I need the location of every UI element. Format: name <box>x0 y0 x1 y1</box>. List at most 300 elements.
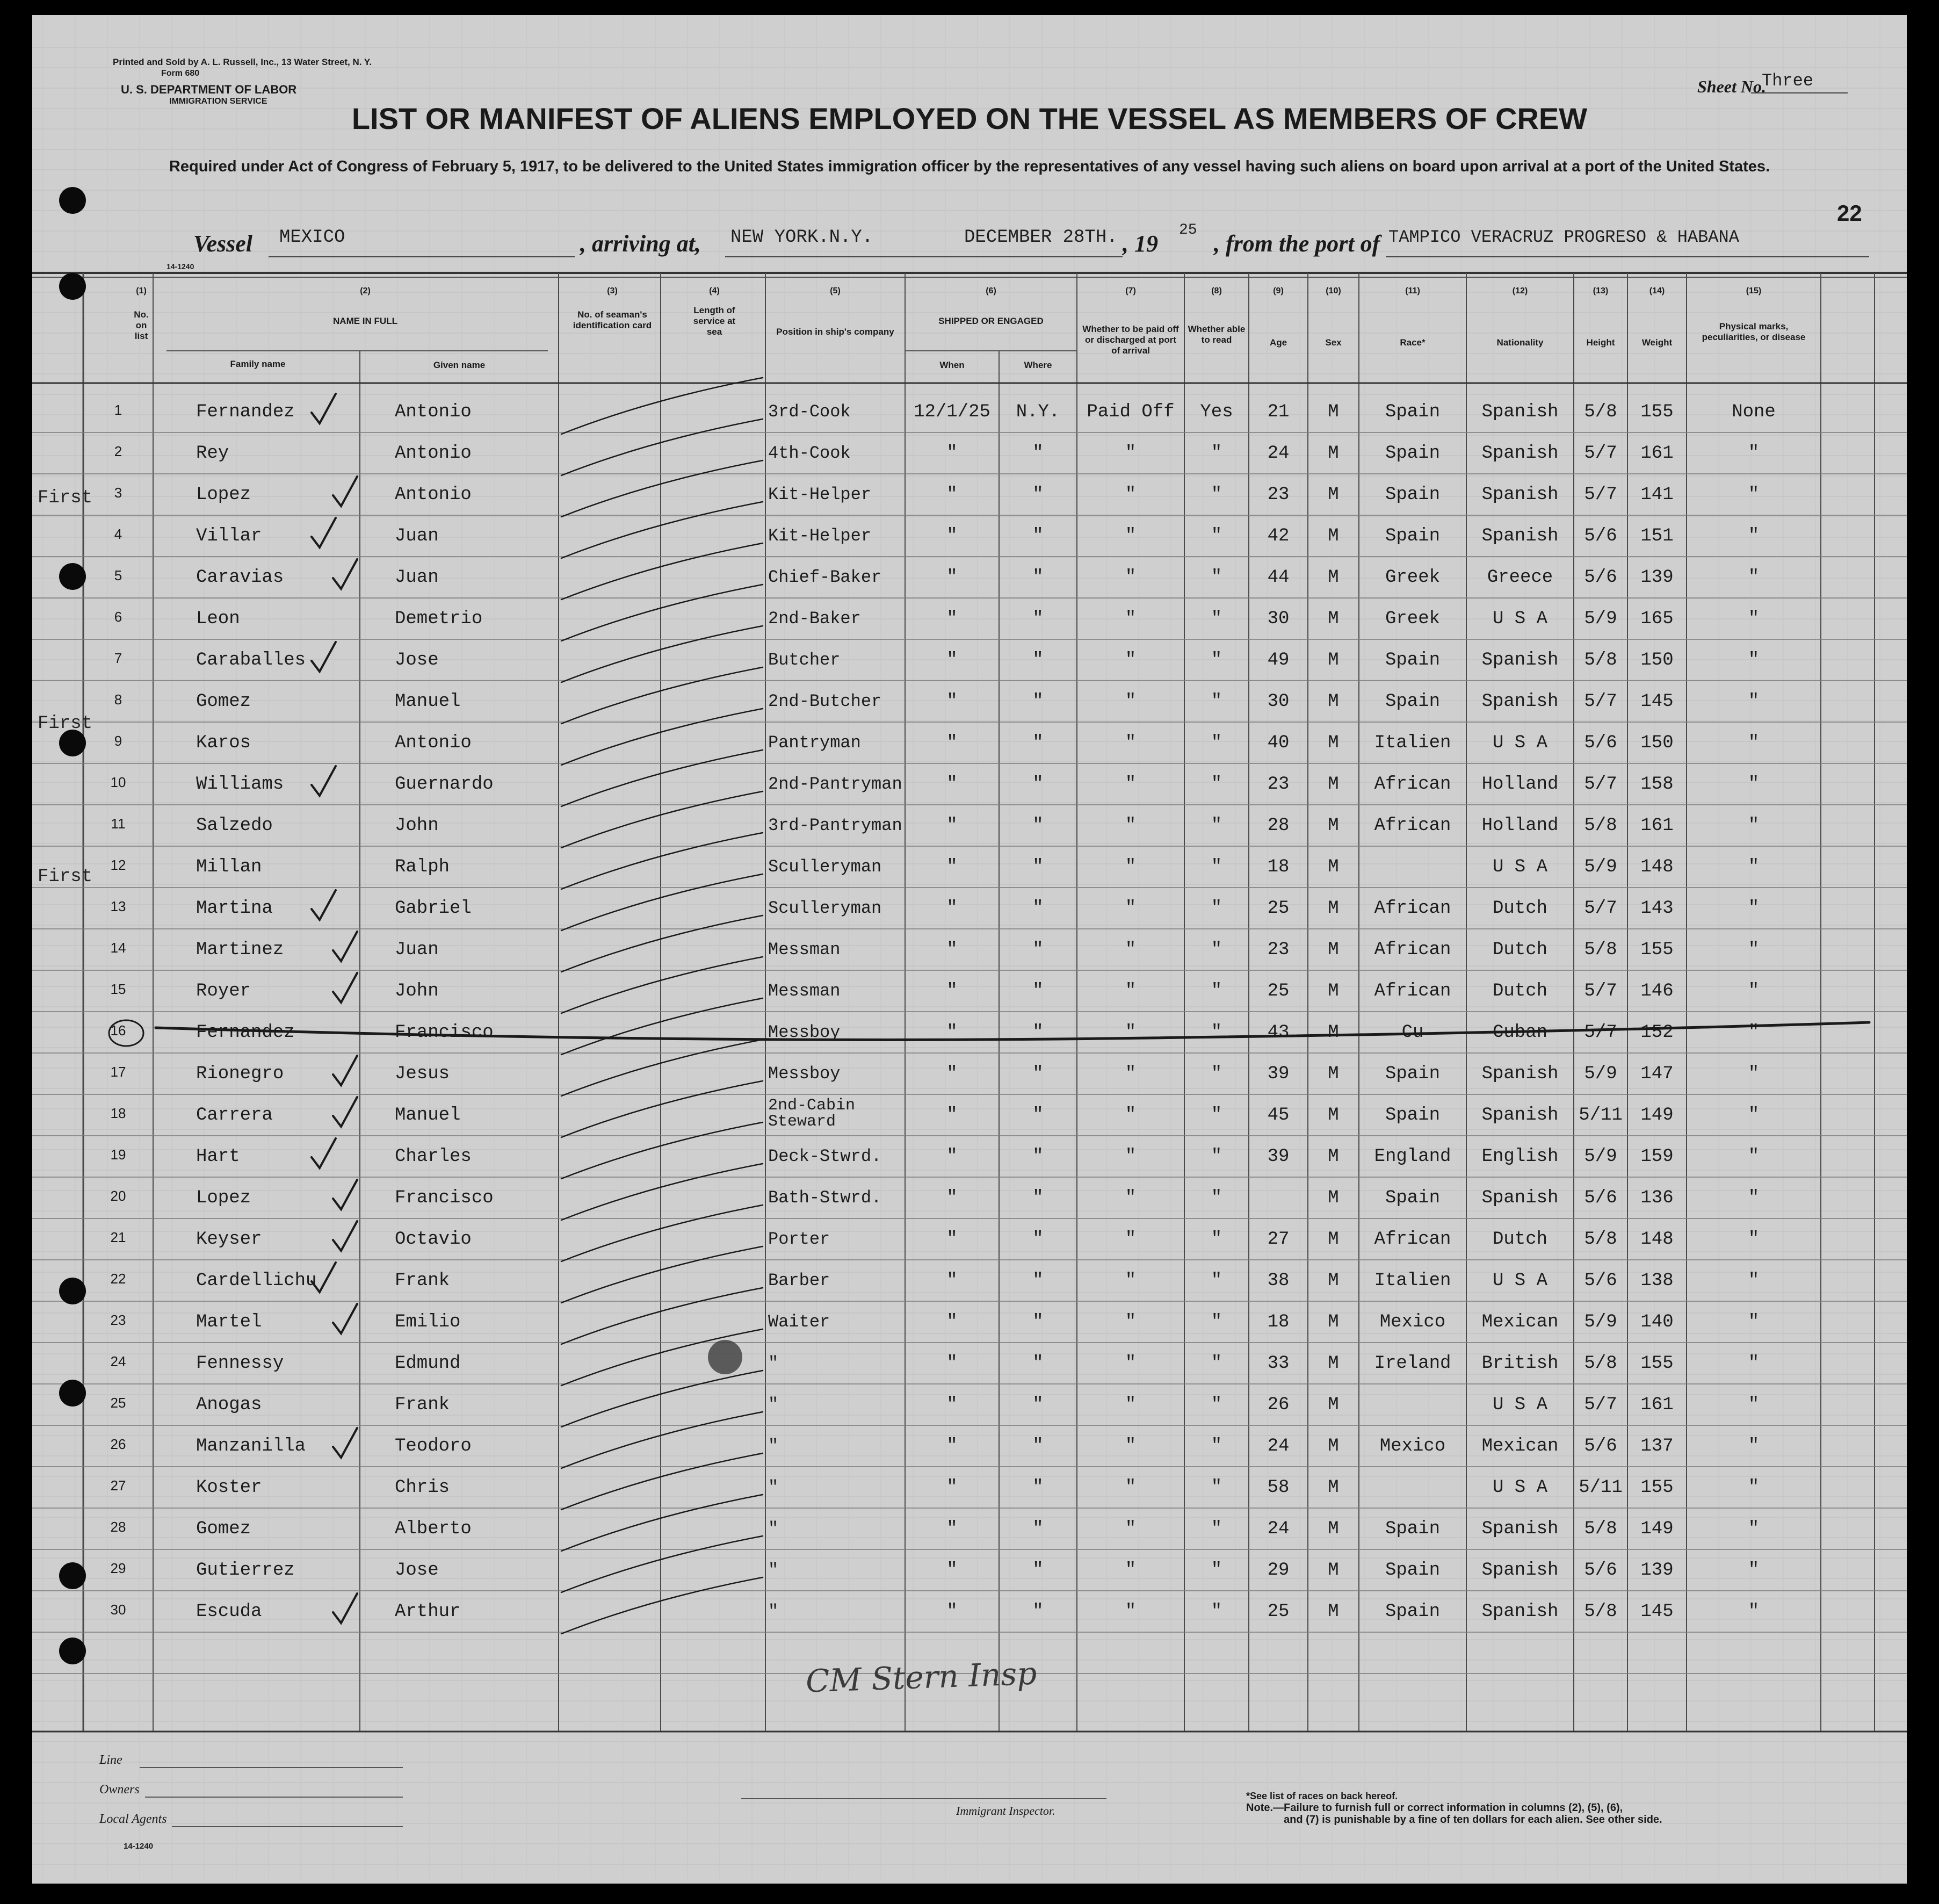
weight: 159 <box>1640 1146 1674 1167</box>
row-number: 26 <box>110 1436 126 1452</box>
able-to-read: " <box>1211 1436 1222 1456</box>
family-name: Hart <box>196 1146 240 1167</box>
weight: 161 <box>1640 443 1674 464</box>
age: 28 <box>1267 816 1290 836</box>
sex: M <box>1328 1560 1339 1581</box>
shipped-where: " <box>1032 485 1044 505</box>
sex: M <box>1328 1271 1339 1291</box>
arriving-label: , arriving at, <box>580 230 701 257</box>
height: 5/8 <box>1584 1602 1617 1622</box>
physical-marks: " <box>1748 609 1760 629</box>
height: 5/11 <box>1579 1105 1623 1126</box>
race: African <box>1374 981 1451 1001</box>
shipped-when: " <box>946 981 958 1001</box>
physical-marks: " <box>1748 485 1760 505</box>
position: 2nd-Baker <box>768 609 861 629</box>
row-number: 30 <box>110 1602 126 1618</box>
age: 25 <box>1267 1602 1290 1622</box>
nationality: U S A <box>1492 609 1548 629</box>
sex: M <box>1328 1022 1339 1043</box>
family-name: Martel <box>196 1312 262 1332</box>
col6-num: (6) <box>986 286 996 295</box>
given-name: Arthur <box>395 1602 461 1622</box>
paid-off: " <box>1125 567 1137 588</box>
race: Spain <box>1385 443 1441 464</box>
paid-off: " <box>1125 1105 1137 1126</box>
punch-hole <box>59 273 86 300</box>
race: Spain <box>1385 650 1441 670</box>
age: 43 <box>1267 1022 1290 1043</box>
position: Chief-Baker <box>768 567 882 587</box>
nationality: Spanish <box>1481 1602 1559 1622</box>
year-suffix: 25 <box>1179 222 1197 239</box>
given-name: Gabriel <box>395 898 472 919</box>
nationality: Dutch <box>1492 1229 1548 1250</box>
from-label: , from the port of <box>1214 230 1380 257</box>
page-subtitle: Required under Act of Congress of February 5, 1917, to be delivered to the United States immigration officer by the representatives of any vessel having such aliens on board upon arrival at a port of the United States. <box>169 158 1770 175</box>
shipped-where: " <box>1032 1395 1044 1415</box>
paid-off: " <box>1125 1436 1137 1456</box>
age: 21 <box>1267 402 1290 422</box>
shipped-when: " <box>946 443 958 464</box>
physical-marks: " <box>1748 1353 1760 1374</box>
height: 5/7 <box>1584 1395 1617 1415</box>
col11-header: Race* <box>1400 337 1426 348</box>
physical-marks: " <box>1748 1146 1760 1167</box>
weight: 139 <box>1640 567 1674 588</box>
shipped-when: " <box>946 1229 958 1250</box>
age: 44 <box>1267 567 1290 588</box>
col14-header: Weight <box>1641 337 1673 348</box>
family-name: Rionegro <box>196 1064 284 1084</box>
physical-marks: " <box>1748 526 1760 546</box>
footer-note: Note.—Failure to furnish full or correct information in columns (2), (5), (6), <box>1246 1802 1623 1814</box>
nationality: Spanish <box>1481 402 1559 422</box>
physical-marks: " <box>1748 940 1760 960</box>
physical-marks: " <box>1748 898 1760 919</box>
height: 5/6 <box>1584 733 1617 753</box>
able-to-read: " <box>1211 1064 1222 1084</box>
position: Messman <box>768 981 841 1001</box>
col12-header: Nationality <box>1496 337 1544 348</box>
age: 23 <box>1267 485 1290 505</box>
physical-marks: " <box>1748 1105 1760 1126</box>
race: Spain <box>1385 1188 1441 1208</box>
shipped-when: " <box>946 1436 958 1456</box>
weight: 138 <box>1640 1271 1674 1291</box>
nationality: Dutch <box>1492 898 1548 919</box>
position: Kit-Helper <box>768 485 872 504</box>
age: 39 <box>1267 1064 1290 1084</box>
sex: M <box>1328 1312 1339 1332</box>
weight: 151 <box>1640 526 1674 546</box>
age: 25 <box>1267 898 1290 919</box>
nationality: Mexican <box>1481 1312 1559 1332</box>
col1-num: (1) <box>136 286 147 295</box>
position: Messboy <box>768 1022 841 1042</box>
race: African <box>1374 816 1451 836</box>
weight: 148 <box>1640 1229 1674 1250</box>
shipped-when: " <box>946 1395 958 1415</box>
position: Messboy <box>768 1064 841 1084</box>
paid-off: " <box>1125 1022 1137 1043</box>
given-name: Demetrio <box>395 609 483 629</box>
punch-hole <box>59 1380 86 1407</box>
family-name: Caraballes <box>196 650 306 670</box>
shipped-where: " <box>1032 526 1044 546</box>
shipped-where: " <box>1032 650 1044 670</box>
form-code: 14-1240 <box>167 262 194 271</box>
paid-off: " <box>1125 1229 1137 1250</box>
row-number: 20 <box>110 1188 126 1204</box>
row-number: 12 <box>110 857 126 873</box>
position: Waiter <box>768 1312 830 1332</box>
position: Pantryman <box>768 733 861 753</box>
given-name: Juan <box>395 567 439 588</box>
height: 5/8 <box>1584 940 1617 960</box>
race: Greek <box>1385 567 1441 588</box>
paid-off: " <box>1125 485 1137 505</box>
col9-num: (9) <box>1273 286 1284 295</box>
sex: M <box>1328 1602 1339 1622</box>
given-name: John <box>395 981 439 1001</box>
nationality: Spanish <box>1481 1188 1559 1208</box>
nationality: Spanish <box>1481 1105 1559 1126</box>
row-number: 25 <box>110 1395 126 1411</box>
weight: 155 <box>1640 940 1674 960</box>
col1-header: No. on list <box>134 309 149 341</box>
shipped-where: " <box>1032 1436 1044 1456</box>
weight: 155 <box>1640 402 1674 422</box>
race: Cu <box>1401 1022 1424 1043</box>
row-number: 18 <box>110 1105 126 1121</box>
position: Barber <box>768 1271 830 1290</box>
position: " <box>768 1560 779 1580</box>
position: " <box>768 1477 779 1497</box>
shipped-where: " <box>1032 1022 1044 1043</box>
row-number: 21 <box>110 1229 126 1245</box>
physical-marks: " <box>1748 1436 1760 1456</box>
col11-num: (11) <box>1405 286 1420 295</box>
row-number: 19 <box>110 1146 126 1163</box>
nationality: Greece <box>1487 567 1553 588</box>
able-to-read: " <box>1211 733 1222 753</box>
nationality: British <box>1481 1353 1559 1374</box>
paid-off: " <box>1125 443 1137 464</box>
physical-marks: " <box>1748 1229 1760 1250</box>
shipped-where: " <box>1032 691 1044 712</box>
sex: M <box>1328 733 1339 753</box>
shipped-when: " <box>946 857 958 877</box>
page-number: 22 <box>1837 200 1862 226</box>
nationality: English <box>1481 1146 1559 1167</box>
physical-marks: " <box>1748 816 1760 836</box>
able-to-read: " <box>1211 1602 1222 1622</box>
sex: M <box>1328 1519 1339 1539</box>
family-name: Carrera <box>196 1105 273 1126</box>
family-name: Millan <box>196 857 262 877</box>
given-name: Guernardo <box>395 774 494 795</box>
given-name: Teodoro <box>395 1436 472 1456</box>
given-name: John <box>395 816 439 836</box>
row-number: 6 <box>114 609 122 625</box>
given-name: Octavio <box>395 1229 472 1250</box>
paid-off: " <box>1125 733 1137 753</box>
position: 4th-Cook <box>768 443 851 463</box>
shipped-where: " <box>1032 733 1044 753</box>
height: 5/7 <box>1584 898 1617 919</box>
family-name: Fernandez <box>196 402 295 422</box>
physical-marks: " <box>1748 1602 1760 1622</box>
nationality: Holland <box>1481 774 1559 795</box>
family-name: Royer <box>196 981 251 1001</box>
sheet-number: Three <box>1762 71 1814 91</box>
age: 38 <box>1267 1271 1290 1291</box>
weight: 140 <box>1640 1312 1674 1332</box>
given-name: Chris <box>395 1477 450 1498</box>
paid-off: " <box>1125 857 1137 877</box>
arrival-date: DECEMBER 28TH. <box>964 227 1118 248</box>
nationality: U S A <box>1492 733 1548 753</box>
paid-off: " <box>1125 981 1137 1001</box>
given-name: Manuel <box>395 691 461 712</box>
weight: 147 <box>1640 1064 1674 1084</box>
sex: M <box>1328 1395 1339 1415</box>
family-name: Fernandez <box>196 1022 295 1043</box>
physical-marks: " <box>1748 1477 1760 1498</box>
shipped-when: " <box>946 1477 958 1498</box>
sheet-label: Sheet No. <box>1697 77 1766 96</box>
paid-off: " <box>1125 691 1137 712</box>
nationality: Spanish <box>1481 1560 1559 1581</box>
nationality: Mexican <box>1481 1436 1559 1456</box>
able-to-read: " <box>1211 1477 1222 1498</box>
punch-hole <box>59 1562 86 1589</box>
sex: M <box>1328 1105 1339 1126</box>
paid-off: " <box>1125 898 1137 919</box>
nationality: Dutch <box>1492 981 1548 1001</box>
sex: M <box>1328 485 1339 505</box>
height: 5/7 <box>1584 981 1617 1001</box>
col6-where-header: Where <box>1024 360 1052 370</box>
able-to-read: " <box>1211 1353 1222 1374</box>
punch-hole <box>59 563 86 590</box>
col5-header: Position in ship's company <box>776 327 894 337</box>
inspector-label: Immigrant Inspector. <box>956 1804 1055 1818</box>
page-title: LIST OR MANIFEST OF ALIENS EMPLOYED ON THE VESSEL AS MEMBERS OF CREW <box>351 102 1588 135</box>
sex: M <box>1328 1064 1339 1084</box>
sex: M <box>1328 857 1339 877</box>
col2-header: NAME IN FULL <box>333 316 397 326</box>
height: 5/9 <box>1584 1064 1617 1084</box>
physical-marks: " <box>1748 1271 1760 1291</box>
family-name: Villar <box>196 526 262 546</box>
race: Italien <box>1374 1271 1451 1291</box>
margin-note-first: First <box>38 713 93 734</box>
age: 40 <box>1267 733 1290 753</box>
race: Mexico <box>1379 1312 1446 1332</box>
age: 18 <box>1267 857 1290 877</box>
col7-num: (7) <box>1125 286 1136 295</box>
able-to-read: " <box>1211 567 1222 588</box>
position: 2nd-Butcher <box>768 691 882 711</box>
position: 3rd-Cook <box>768 402 851 422</box>
paid-off: " <box>1125 1519 1137 1539</box>
shipped-when: " <box>946 940 958 960</box>
punch-hole <box>59 1638 86 1664</box>
race: Spain <box>1385 402 1441 422</box>
shipped-when: " <box>946 609 958 629</box>
age: 24 <box>1267 1519 1290 1539</box>
family-name: Leon <box>196 609 240 629</box>
age: 18 <box>1267 1312 1290 1332</box>
weight: 146 <box>1640 981 1674 1001</box>
race: African <box>1374 898 1451 919</box>
family-name: Karos <box>196 733 251 753</box>
nationality: Spanish <box>1481 1519 1559 1539</box>
race: African <box>1374 774 1451 795</box>
given-name: Jose <box>395 650 439 670</box>
col9-header: Age <box>1269 337 1287 348</box>
shipped-when: " <box>946 691 958 712</box>
age: 25 <box>1267 981 1290 1001</box>
given-name: Emilio <box>395 1312 461 1332</box>
shipped-when: " <box>946 1105 958 1126</box>
age: 45 <box>1267 1105 1290 1126</box>
age: 24 <box>1267 443 1290 464</box>
race: Italien <box>1374 733 1451 753</box>
row-number: 8 <box>114 691 122 708</box>
sex: M <box>1328 567 1339 588</box>
paid-off: " <box>1125 940 1137 960</box>
shipped-where: " <box>1032 1353 1044 1374</box>
race: African <box>1374 1229 1451 1250</box>
nationality: Spanish <box>1481 485 1559 505</box>
height: 5/6 <box>1584 1436 1617 1456</box>
vessel-label: Vessel <box>193 230 252 257</box>
sex: M <box>1328 816 1339 836</box>
able-to-read: " <box>1211 526 1222 546</box>
sex: M <box>1328 443 1339 464</box>
weight: 139 <box>1640 1560 1674 1581</box>
position: " <box>768 1395 779 1415</box>
col14-num: (14) <box>1649 286 1665 295</box>
shipped-where: " <box>1032 981 1044 1001</box>
able-to-read: " <box>1211 1271 1222 1291</box>
shipped-when: " <box>946 816 958 836</box>
nationality: Dutch <box>1492 940 1548 960</box>
from-port: TAMPICO VERACRUZ PROGRESO & HABANA <box>1388 227 1739 247</box>
col4-num: (4) <box>709 286 720 295</box>
shipped-when: " <box>946 898 958 919</box>
age: 23 <box>1267 774 1290 795</box>
shipped-when: " <box>946 1064 958 1084</box>
shipped-where: " <box>1032 443 1044 464</box>
footer-agents-label: Local Agents <box>99 1812 167 1826</box>
able-to-read: " <box>1211 816 1222 836</box>
race: Spain <box>1385 1064 1441 1084</box>
physical-marks: " <box>1748 774 1760 795</box>
height: 5/7 <box>1584 485 1617 505</box>
height: 5/9 <box>1584 857 1617 877</box>
sex: M <box>1328 981 1339 1001</box>
nationality: Spanish <box>1481 650 1559 670</box>
shipped-where: " <box>1032 1519 1044 1539</box>
paid-off: " <box>1125 650 1137 670</box>
able-to-read: " <box>1211 898 1222 919</box>
punch-hole <box>59 187 86 214</box>
footer-race-note: *See list of races on back hereof. <box>1246 1791 1398 1801</box>
physical-marks: " <box>1748 1519 1760 1539</box>
weight: 136 <box>1640 1188 1674 1208</box>
position: Deck-Stwrd. <box>768 1146 882 1166</box>
shipped-where: " <box>1032 857 1044 877</box>
sex: M <box>1328 1436 1339 1456</box>
sex: M <box>1328 526 1339 546</box>
col12-num: (12) <box>1512 286 1528 295</box>
inspector-signature: CM Stern Insp <box>805 1655 1038 1700</box>
able-to-read: Yes <box>1200 402 1233 422</box>
height: 5/8 <box>1584 816 1617 836</box>
nationality: U S A <box>1492 1395 1548 1415</box>
col2-given-header: Given name <box>433 360 486 370</box>
height: 5/6 <box>1584 1271 1617 1291</box>
height: 5/8 <box>1584 1353 1617 1374</box>
physical-marks: " <box>1748 691 1760 712</box>
height: 5/6 <box>1584 1188 1617 1208</box>
nationality: Spanish <box>1481 691 1559 712</box>
race: Spain <box>1385 691 1441 712</box>
weight: 149 <box>1640 1519 1674 1539</box>
height: 5/7 <box>1584 774 1617 795</box>
nationality: Spanish <box>1481 443 1559 464</box>
nationality: U S A <box>1492 1271 1548 1291</box>
paid-off: " <box>1125 526 1137 546</box>
given-name: Manuel <box>395 1105 461 1126</box>
shipped-when: " <box>946 567 958 588</box>
physical-marks: " <box>1748 733 1760 753</box>
shipped-where: " <box>1032 1271 1044 1291</box>
position: Messman <box>768 940 841 960</box>
row-number: 10 <box>110 774 126 790</box>
given-name: Juan <box>395 940 439 960</box>
given-name: Frank <box>395 1271 450 1291</box>
family-name: Escuda <box>196 1602 262 1622</box>
given-name: Frank <box>395 1395 450 1415</box>
race: Spain <box>1385 1602 1441 1622</box>
margin-note-first: First <box>38 867 93 887</box>
shipped-where: " <box>1032 898 1044 919</box>
nationality: Spanish <box>1481 1064 1559 1084</box>
col10-header: Sex <box>1325 337 1342 348</box>
row-number: 1 <box>114 402 122 418</box>
weight: 141 <box>1640 485 1674 505</box>
row-number: 11 <box>111 816 126 832</box>
col6-header: SHIPPED OR ENGAGED <box>938 316 1044 326</box>
col2-num: (2) <box>360 286 371 295</box>
row-number: 15 <box>110 981 126 997</box>
shipped-when: " <box>946 1188 958 1208</box>
margin-note-first: First <box>38 488 93 508</box>
family-name: Anogas <box>196 1395 262 1415</box>
shipped-when: " <box>946 1353 958 1374</box>
height: 5/8 <box>1584 402 1617 422</box>
position: 3rd-Pantryman <box>768 816 902 835</box>
able-to-read: " <box>1211 650 1222 670</box>
paid-off: " <box>1125 1312 1137 1332</box>
shipped-when: " <box>946 774 958 795</box>
physical-marks: " <box>1748 1560 1760 1581</box>
